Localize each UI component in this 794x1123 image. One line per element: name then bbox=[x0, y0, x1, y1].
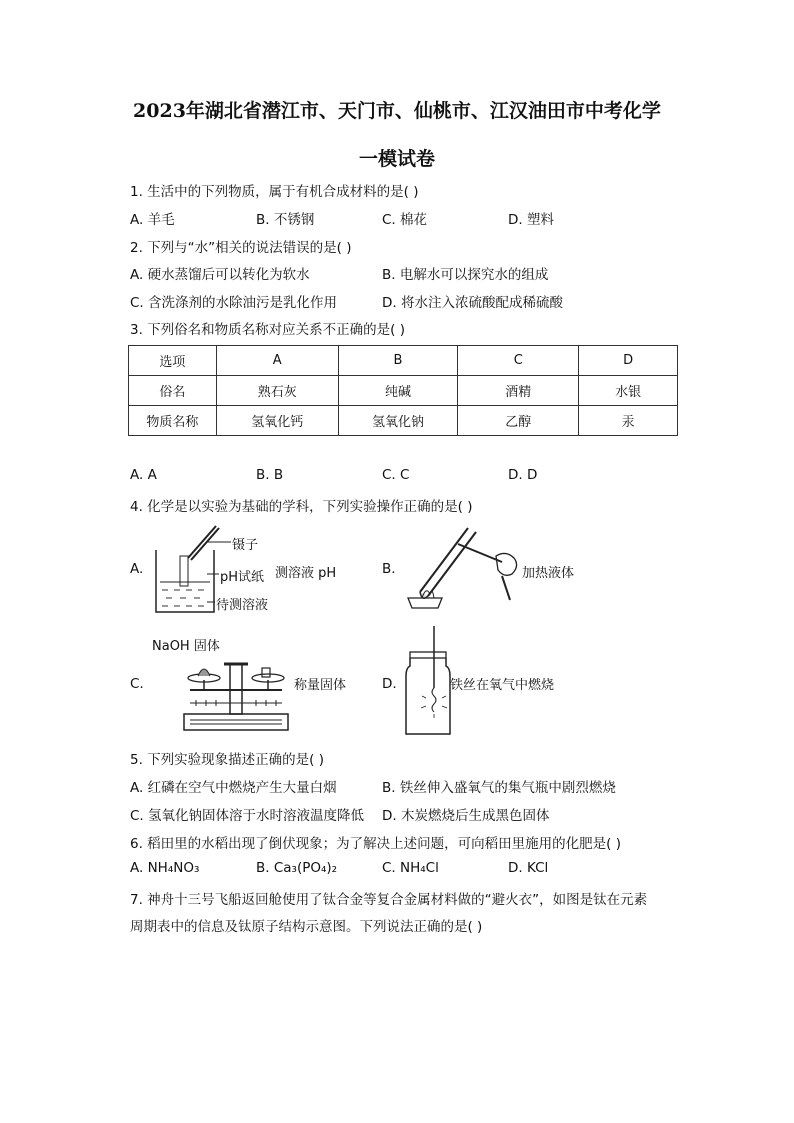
exam-title-line-1: 2023年湖北省潜江市、天门市、仙桃市、江汉油田市中考化学 bbox=[133, 100, 661, 122]
exam-title-line-2: 一模试卷 bbox=[358, 148, 435, 170]
naoh-label: NaOH 固体 bbox=[152, 639, 220, 654]
table-cell: 熟石灰 bbox=[216, 376, 338, 406]
q4-option-a[interactable]: A. bbox=[130, 561, 144, 577]
table-cell: 酒精 bbox=[458, 376, 579, 406]
q5-option-d[interactable]: D. 木炭燃烧后生成黑色固体 bbox=[382, 808, 550, 824]
question-2-stem: 2. 下列与“水”相关的说法错误的是( ) bbox=[130, 240, 352, 256]
table-cell: 汞 bbox=[579, 406, 678, 436]
question-5-stem: 5. 下列实验现象描述正确的是( ) bbox=[130, 752, 324, 768]
table-cell: C bbox=[458, 346, 579, 376]
table-cell: A bbox=[216, 346, 338, 376]
table-cell: D bbox=[579, 346, 678, 376]
q6-option-d[interactable]: D. KCl bbox=[508, 860, 549, 876]
q4-option-c[interactable]: C. bbox=[130, 676, 144, 692]
q1-option-d[interactable]: D. 塑料 bbox=[508, 212, 554, 228]
table-cell: B bbox=[338, 346, 458, 376]
fig-a-caption: 测溶液 pH bbox=[275, 566, 337, 581]
question-7-stem-line-1: 7. 神舟十三号飞船返回舱使用了钛合金等复合金属材料做的“避火衣”，如图是钛在元素 bbox=[130, 892, 648, 908]
q1-option-b[interactable]: B. 不锈钢 bbox=[256, 212, 315, 228]
table-cell: 纯碱 bbox=[338, 376, 458, 406]
ph-paper-label: pH试纸 bbox=[220, 570, 265, 585]
q5-option-b[interactable]: B. 铁丝伸入盛氧气的集气瓶中剧烈燃烧 bbox=[382, 780, 616, 796]
fig-b-caption: 加热液体 bbox=[522, 566, 575, 581]
question-6-stem: 6. 稻田里的水稻出现了倒伏现象；为了解决上述问题，可向稻田里施用的化肥是( ) bbox=[130, 836, 621, 852]
balance-figure bbox=[180, 650, 292, 734]
q6-option-c[interactable]: C. NH₄Cl bbox=[382, 860, 439, 876]
q2-option-d[interactable]: D. 将水注入浓硫酸配成稀硫酸 bbox=[382, 295, 563, 311]
table-cell: 乙醇 bbox=[458, 406, 579, 436]
gas-jar-iron-wire-figure bbox=[402, 626, 454, 736]
table-row bbox=[129, 346, 678, 376]
q3-option-d[interactable]: D. D bbox=[508, 467, 538, 483]
question-3-stem: 3. 下列俗名和物质名称对应关系不正确的是( ) bbox=[130, 322, 405, 338]
question-1-stem: 1. 生活中的下列物质，属于有机合成材料的是( ) bbox=[130, 184, 419, 200]
q6-option-b[interactable]: B. Ca₃(PO₄)₂ bbox=[256, 860, 338, 876]
solution-label: 待测溶液 bbox=[216, 598, 269, 613]
question-7-stem-line-2: 周期表中的信息及钛原子结构示意图。下列说法正确的是( ) bbox=[130, 919, 483, 935]
fig-c-caption: 称量固体 bbox=[294, 678, 347, 693]
tweezers-label: 镊子 bbox=[232, 538, 259, 553]
q2-option-c[interactable]: C. 含洗涤剂的水除油污是乳化作用 bbox=[130, 295, 338, 311]
q5-option-a[interactable]: A. 红磷在空气中燃烧产生大量白烟 bbox=[130, 780, 337, 796]
q4-option-d[interactable]: D. bbox=[382, 676, 397, 692]
fig-d-caption: 铁丝在氧气中燃烧 bbox=[450, 678, 555, 693]
table-row bbox=[129, 376, 678, 406]
q2-option-b[interactable]: B. 电解水可以探究水的组成 bbox=[382, 267, 549, 283]
q3-table bbox=[128, 345, 678, 436]
table-row bbox=[129, 406, 678, 436]
q2-option-a[interactable]: A. 硬水蒸馏后可以转化为软水 bbox=[130, 267, 310, 283]
q1-option-a[interactable]: A. 羊毛 bbox=[130, 212, 175, 228]
q3-option-a[interactable]: A. A bbox=[130, 467, 157, 483]
table-cell: 氢氧化钙 bbox=[216, 406, 338, 436]
heating-test-tube-figure bbox=[398, 522, 526, 612]
table-cell: 物质名称 bbox=[129, 406, 217, 436]
q3-option-b[interactable]: B. B bbox=[256, 467, 284, 483]
q6-option-a[interactable]: A. NH₄NO₃ bbox=[130, 860, 200, 876]
q3-option-c[interactable]: C. C bbox=[382, 467, 410, 483]
question-4-stem: 4. 化学是以实验为基础的学科，下列实验操作正确的是( ) bbox=[130, 499, 473, 515]
table-cell: 水银 bbox=[579, 376, 678, 406]
table-cell: 氢氧化钠 bbox=[338, 406, 458, 436]
q1-option-c[interactable]: C. 棉花 bbox=[382, 212, 428, 228]
q5-option-c[interactable]: C. 氢氧化钠固体溶于水时溶液温度降低 bbox=[130, 808, 365, 824]
table-cell: 俗名 bbox=[129, 376, 217, 406]
table-cell: 选项 bbox=[129, 346, 217, 376]
q4-option-b[interactable]: B. bbox=[382, 561, 396, 577]
